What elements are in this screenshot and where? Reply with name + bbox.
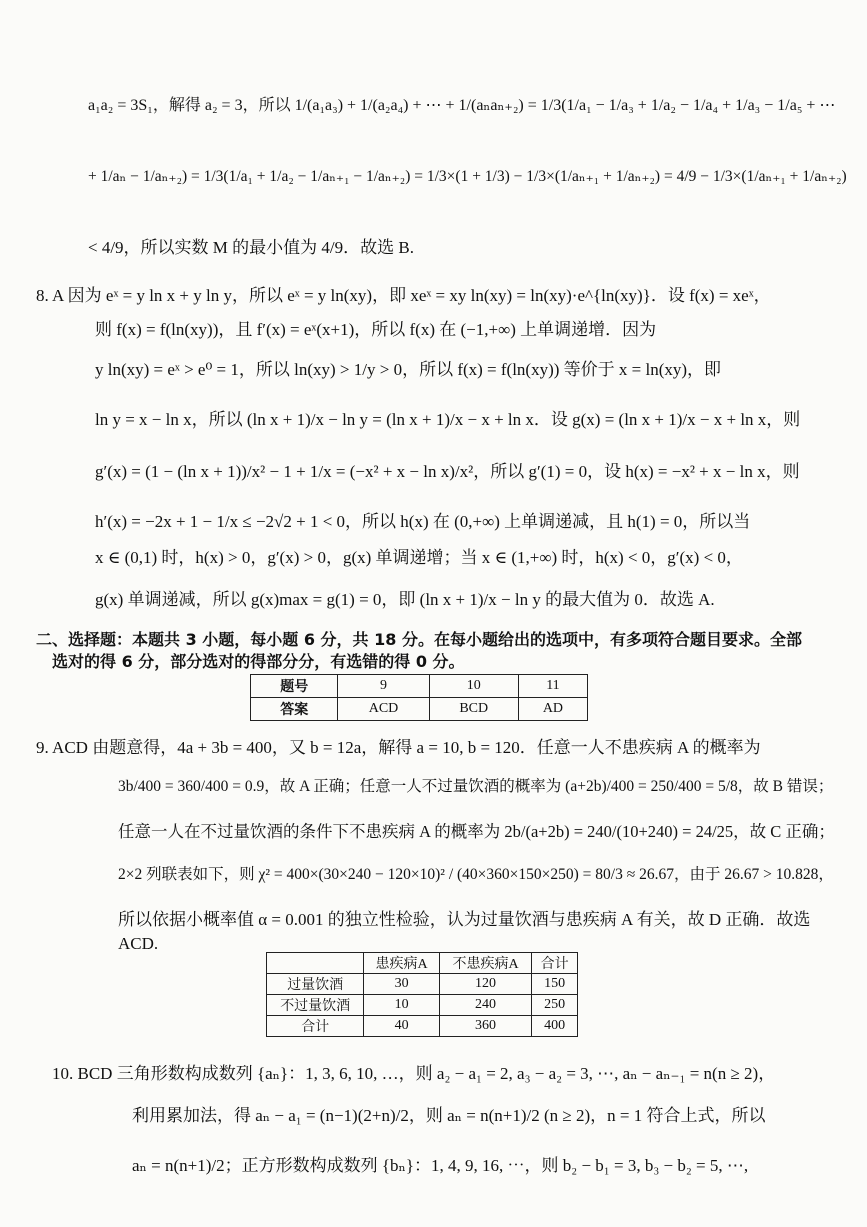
answer-table-header-row	[251, 675, 588, 698]
section2-heading-line1: 二、选择题：本题共 3 小题，每小题 6 分，共 18 分。在每小题给出的选项中，有多项符合题目要求。全部	[36, 630, 802, 649]
contingency-cell: 120	[439, 974, 532, 995]
p9-line1: 9. ACD 由题意得，4a + 3b = 400，又 b = 12a，解得 a = 10, b = 120．任意一人不患疾病 A 的概率为	[36, 738, 761, 757]
contingency-cell: 不过量饮酒	[267, 995, 364, 1016]
contingency-cell: 240	[439, 995, 532, 1016]
p8-line8: g(x) 单调递减，所以 g(x)max = g(1) = 0，即 (ln x + 1)/x − ln y 的最大值为 0．故选 A.	[95, 590, 715, 609]
p9-line4: 2×2 列联表如下，则 χ² = 400×(30×240 − 120×10)² / (40×360×150×250) = 80/3 ≈ 26.67，由于 26.67 > 10.828，	[118, 866, 834, 883]
p8-line7: x ∈ (0,1) 时，h(x) > 0，g′(x) > 0，g(x) 单调递增；当 x ∈ (1,+∞) 时，h(x) < 0，g′(x) < 0，	[95, 548, 743, 567]
p9-line6: ACD.	[118, 934, 159, 953]
p9-line5: 所以依据小概率值 α = 0.001 的独立性检验，认为过量饮酒与患疾病 A 有关，故 D 正确．故选	[118, 910, 811, 929]
p9-line2: 3b/400 = 360/400 = 0.9，故 A 正确；任意一人不过量饮酒的概率为 (a+2b)/400 = 250/400 = 5/8，故 B 错误；	[118, 778, 834, 795]
contingency-cell: 40	[364, 1016, 439, 1037]
contingency-row	[267, 974, 578, 995]
answer-table-cell: 10	[429, 675, 518, 698]
section2-heading-line2: 选对的得 6 分，部分选对的得部分分，有选错的得 0 分。	[52, 652, 465, 671]
contingency-header-row	[267, 953, 578, 974]
answer-table	[250, 674, 588, 721]
answer-table-cell: 答案	[251, 698, 338, 721]
answer-table-cell: AD	[518, 698, 587, 721]
contingency-row	[267, 995, 578, 1016]
p8-line4: ln y = x − ln x，所以 (ln x + 1)/x − ln y = (ln x + 1)/x − x + ln x．设 g(x) = (ln x + 1)/x − x + ln x，则	[95, 410, 801, 429]
p8-line6: h′(x) = −2x + 1 − 1/x ≤ −2√2 + 1 < 0，所以 h(x) 在 (0,+∞) 上单调递减，且 h(1) = 0，所以当	[95, 512, 751, 531]
answer-table-cell: 11	[518, 675, 587, 698]
p8-line5: g′(x) = (1 − (ln x + 1))/x² − 1 + 1/x = (−x² + x − ln x)/x²，所以 g′(1) = 0，设 h(x) = −x² + x − ln x，则	[95, 462, 800, 481]
answer-table-cell: ACD	[338, 698, 429, 721]
contingency-cell	[267, 953, 364, 974]
p8-line2: 则 f(x) = f(ln(xy))，且 f′(x) = eˣ(x+1)，所以 f(x) 在 (−1,+∞) 上单调递增．因为	[95, 320, 657, 339]
p9-line3: 任意一人在不过量饮酒的条件下不患疾病 A 的概率为 2b/(a+2b) = 240/(10+240) = 24/25，故 C 正确；	[118, 822, 835, 841]
contingency-cell: 360	[439, 1016, 532, 1037]
contingency-row	[267, 1016, 578, 1037]
contingency-table	[266, 952, 578, 1037]
contingency-cell: 250	[532, 995, 578, 1016]
p8-line1: 8. A 因为 eˣ = y ln x + y ln y，所以 eˣ = y ln(xy)，即 xeˣ = xy ln(xy) = ln(xy)·e^{ln(xy)}．设 f(x) = xeˣ，	[36, 286, 771, 305]
p10-line3: aₙ = n(n+1)/2；正方形数构成数列 {bₙ}：1, 4, 9, 16, ⋯，则 b₂ − b₁ = 3, b₃ − b₂ = 5, ⋯,	[132, 1156, 749, 1175]
p10-line1: 10. BCD 三角形数构成数列 {aₙ}：1, 3, 6, 10, …，则 a₂ − a₁ = 2, a₃ − a₂ = 3, ⋯, aₙ − aₙ₋₁ = n(n ≥ 2)，	[52, 1064, 776, 1083]
p10-line2: 利用累加法，得 aₙ − a₁ = (n−1)(2+n)/2，则 aₙ = n(n+1)/2 (n ≥ 2)，n = 1 符合上式，所以	[132, 1106, 766, 1125]
contingency-cell: 过量饮酒	[267, 974, 364, 995]
answer-table-cell: 题号	[251, 675, 338, 698]
contingency-cell: 不患疾病A	[439, 953, 532, 974]
contingency-cell: 合计	[532, 953, 578, 974]
contingency-cell: 合计	[267, 1016, 364, 1037]
p7-line2: + 1/aₙ − 1/aₙ₊₂) = 1/3(1/a₁ + 1/a₂ − 1/aₙ₊₁ − 1/aₙ₊₂) = 1/3×(1 + 1/3) − 1/3×(1/aₙ₊₁ + 1/aₙ₊₂) = 4/9 − 1/3×(1/aₙ₊₁ + 1/aₙ₊₂)	[88, 168, 847, 185]
contingency-cell: 患疾病A	[364, 953, 439, 974]
p7-line3: < 4/9，所以实数 M 的最小值为 4/9．故选 B.	[88, 238, 414, 257]
contingency-cell: 30	[364, 974, 439, 995]
answer-table-cell: 9	[338, 675, 429, 698]
contingency-cell: 10	[364, 995, 439, 1016]
p7-line1: a₁a₂ = 3S₁，解得 a₂ = 3，所以 1/(a₁a₃) + 1/(a₂a₄) + ⋯ + 1/(aₙaₙ₊₂) = 1/3(1/a₁ − 1/a₃ + 1/a₂ − 1/a₄ + 1/a₃ − 1/a₅ + ⋯	[88, 97, 836, 114]
answer-table-cell: BCD	[429, 698, 518, 721]
p8-line3: y ln(xy) = eˣ > e⁰ = 1，所以 ln(xy) > 1/y > 0，所以 f(x) = f(ln(xy)) 等价于 x = ln(xy)，即	[95, 360, 722, 379]
contingency-cell: 400	[532, 1016, 578, 1037]
answer-table-answer-row	[251, 698, 588, 721]
contingency-cell: 150	[532, 974, 578, 995]
